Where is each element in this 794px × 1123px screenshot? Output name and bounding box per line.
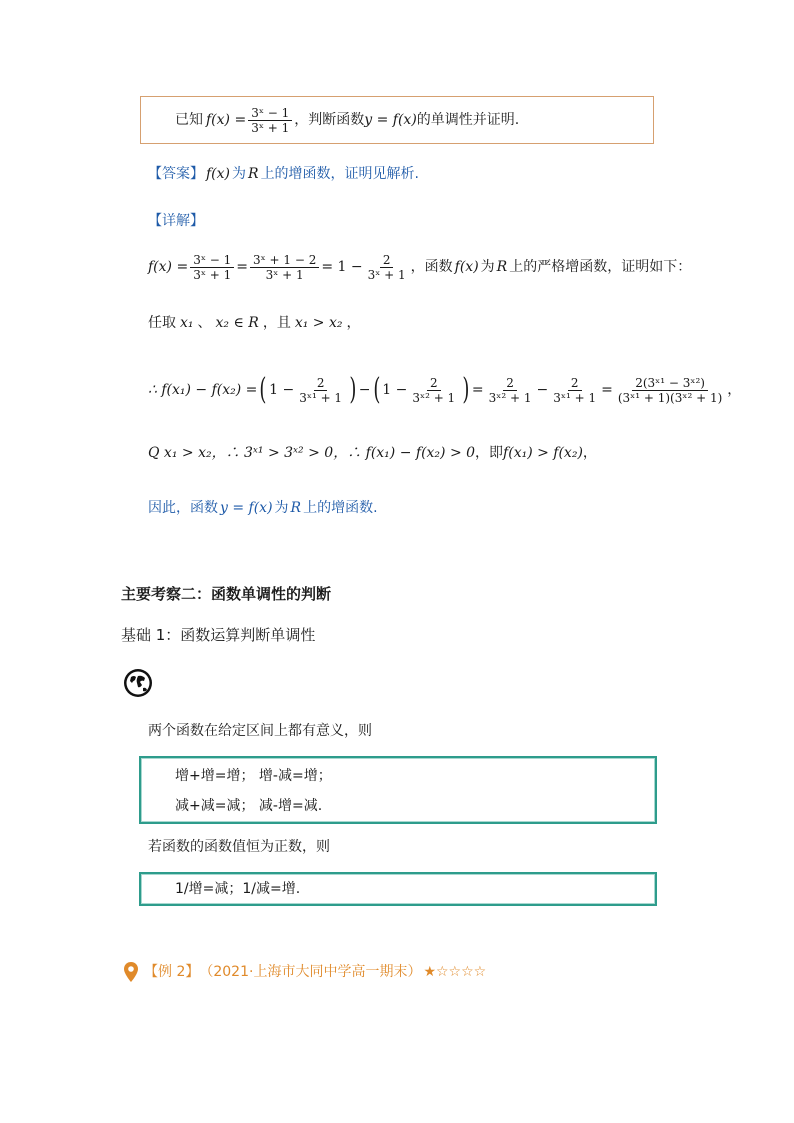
answer-line: 【答案】 f(x) 为 R 上的增函数，证明见解析. — [148, 166, 420, 182]
paren-open-2: ( — [372, 372, 380, 407]
answer-tag: 【答案】 — [148, 166, 204, 182]
paren-close-2: ) — [462, 372, 470, 407]
rule-box-1 — [139, 756, 657, 824]
detail-line-3: ∴ f(x₁) − f(x₂) = ( 1 − $\frac{2}{\text{3ˣ¹ + 1}}$ ) − ( 1 − $\frac{2}{\text{3ˣ² + 1}}$ ) = $\frac{2}{\text{3ˣ² + 1}}$ − $\frac{2}{\text{3ˣ¹ + 1}}$ = $\frac{\text{2(3ˣ¹ − 3ˣ²)}}{\text{(3ˣ¹ + 1)(3ˣ² + 1)}}$ ， — [148, 372, 742, 407]
rule-line-3: 1/增=减；1/减=增. — [175, 881, 301, 897]
fraction-r: $\frac{\text{2(3ˣ¹ − 3ˣ²)}}{\text{(3ˣ¹ + 1)(3ˣ² + 1)}}$ — [617, 375, 723, 405]
problem-fraction: $\frac{\text{3ˣ − 1}}{\text{3ˣ + 1}}$ — [248, 106, 292, 135]
fraction-1: $\frac{\text{3ˣ − 1}}{\text{3ˣ + 1}}$ — [190, 253, 234, 282]
detail-line-5: 因此，函数 y = f(x) 为 R 上的增函数. — [148, 500, 378, 516]
fraction-3: $\frac{2}{\text{3ˣ + 1}}$ — [367, 252, 406, 282]
problem-text-b: 的单调性并证明. — [416, 112, 520, 128]
paren-close: ) — [349, 372, 357, 407]
difficulty-stars: ★☆☆☆☆ — [423, 964, 487, 980]
rule-line-1: 增+增=增； 增-减=增； — [175, 768, 332, 784]
problem-box — [140, 96, 654, 144]
rule-box-2 — [139, 872, 657, 906]
detail-tag: 【详解】 — [148, 213, 204, 229]
fraction-p2: $\frac{2}{\text{3ˣ² + 1}}$ — [412, 375, 456, 405]
fraction-q2: $\frac{2}{\text{3ˣ¹ + 1}}$ — [553, 375, 597, 405]
fraction-p1: $\frac{2}{\text{3ˣ¹ + 1}}$ — [299, 375, 343, 405]
detail-line-1: f(x) = $\frac{\text{3ˣ − 1}}{\text{3ˣ + 1}}$ = $\frac{\text{3ˣ + 1 − 2}}{\text{3ˣ + 1}}$ = 1 − $\frac{2}{\text{3ˣ + 1}}$ ，函数 f(x) 为 R 上的严格增函数，证明如下： — [148, 252, 692, 282]
problem-fx: f(x) = — [206, 112, 247, 128]
intro-text-1: 两个函数在给定区间上都有意义，则 — [148, 723, 372, 739]
basis-heading: 基础 1：函数运算判断单调性 — [121, 626, 316, 644]
example-line — [124, 962, 486, 982]
problem-statement — [175, 102, 519, 138]
example-source: （2021·上海市大同中学高一期末） — [199, 964, 422, 980]
problem-text-a: ，判断函数 — [294, 112, 365, 128]
rule-line-2: 减+减=减； 减-增=减. — [175, 798, 323, 814]
globe-icon — [123, 668, 153, 702]
fraction-q1: $\frac{2}{\text{3ˣ² + 1}}$ — [488, 375, 532, 405]
paren-open: ( — [259, 372, 267, 407]
fraction-2: $\frac{\text{3ˣ + 1 − 2}}{\text{3ˣ + 1}}$ — [250, 253, 319, 282]
answer-fx: f(x) — [206, 166, 231, 182]
section-title: 主要考察二：函数单调性的判断 — [121, 585, 332, 603]
problem-y-eq: y = f(x) — [364, 112, 417, 128]
example-label: 【例 2】 — [144, 964, 200, 980]
detail-line-2: 任取 x₁ 、 x₂ ∈ R ，且 x₁ > x₂ ， — [148, 315, 361, 331]
intro-text-2: 若函数的函数值恒为正数，则 — [148, 839, 330, 855]
location-pin-icon — [124, 962, 138, 982]
problem-prefix: 已知 — [175, 112, 203, 128]
detail-line-4: Q x₁ > x₂ ，∴ 3ˣ¹ > 3ˣ² > 0 ，∴ f(x₁) − f(x₂) > 0 ，即 f(x₁) > f(x₂) ， — [148, 445, 597, 461]
